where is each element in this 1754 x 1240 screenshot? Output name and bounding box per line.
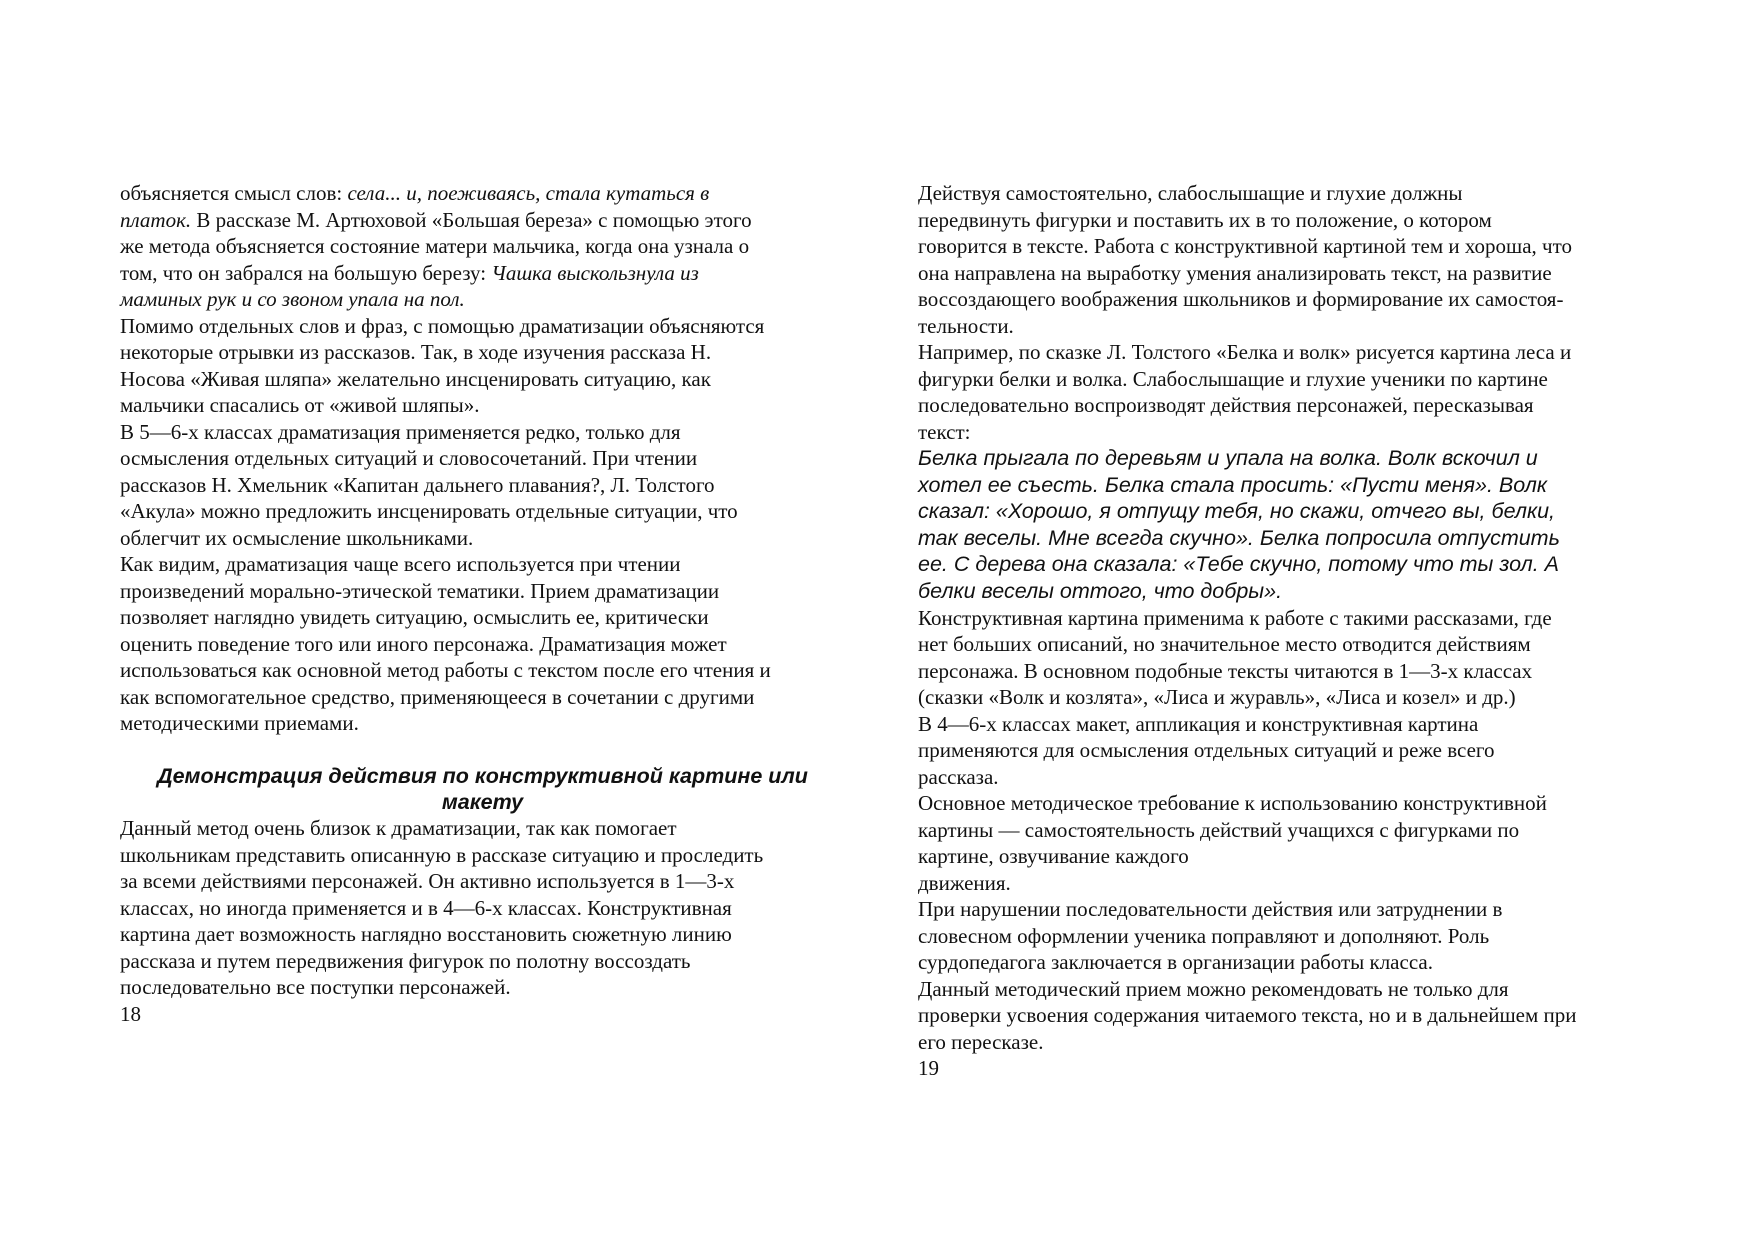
text-line: мальчики спасались от «живой шляпы».: [120, 393, 480, 417]
text-line: методическими приемами.: [120, 711, 359, 735]
text-line: Данный метод очень близок к драматизации, так как помогает: [120, 816, 677, 840]
text-line: Как видим, драматизация чаще всего используется при чтении: [120, 552, 681, 576]
text-line: как вспомогательное средство, применяющееся в сочетании с другими: [120, 684, 755, 709]
text-line: Помимо отдельных слов и фраз, с помощью драматизации объясняются: [120, 313, 765, 338]
text-line: за всеми действиями персонажей. Он активно используется в 1—3-х: [120, 869, 735, 893]
page-number: 19: [918, 1056, 939, 1081]
text-line: осмысления отдельных ситуаций и словосочетаний. При чтении: [120, 446, 698, 470]
text-line: последовательно воспроизводят действия персонажей, пересказывая: [918, 393, 1534, 417]
quoted-text-line: так веселы. Мне всегда скучно». Белка попросила отпустить: [918, 525, 1560, 550]
text-line: В 4—6-х классах макет, аппликация и конструктивная картина: [918, 711, 1479, 736]
section-heading: макету: [441, 790, 524, 814]
section-heading: Демонстрация действия по конструктивной картине или: [157, 764, 808, 788]
text-line: Данный методический прием можно рекомендовать не только для: [918, 976, 1509, 1001]
text-line: некоторые отрывки из рассказов. Так, в ходе изучения рассказа Н.: [120, 340, 712, 364]
text-line: последовательно все поступки персонажей.: [120, 975, 511, 999]
text-line: его пересказе.: [918, 1029, 1044, 1054]
text-line: движения.: [918, 870, 1011, 895]
text-line: [120, 207, 845, 234]
text-run: объясняется смысл слов:: [120, 181, 348, 205]
quoted-text-line: сказал: «Хорошо, я отпущу тебя, но скажи, отчего вы, белки,: [918, 499, 1556, 524]
text-line: школьникам представить описанную в рассказе ситуацию и проследить: [120, 842, 764, 867]
italic-example: села... и, поеживаясь, стала кутаться в: [347, 181, 710, 205]
text-line: словесном оформлении ученика поправляют и дополняют. Роль: [918, 923, 1490, 948]
text-line: При нарушении последовательности действия или затруднении в: [918, 897, 1503, 922]
text-line: Действуя самостоятельно, слабослышащие и глухие должны: [918, 181, 1463, 205]
text-line: воссоздающего воображения школьников и формирование их самостоя-: [918, 287, 1564, 311]
page-number: 18: [120, 1001, 141, 1026]
text-line: произведений морально-этической тематики. Прием драматизации: [120, 578, 720, 603]
text-line: передвинуть фигурки и поставить их в то положение, о котором: [918, 207, 1492, 232]
quoted-text-line: ее. С дерева она сказала: «Тебе скучно, потому что ты зол. А: [918, 552, 1559, 577]
italic-example: маминых рук и со звоном упала на пол.: [120, 287, 465, 311]
text-line: В 5—6-х классах драматизация применяется редко, только для: [120, 419, 681, 444]
text-run: В рассказе М. Артюховой «Большая береза» с помощью этого: [191, 207, 752, 232]
text-line: проверки усвоения содержания читаемого текста, но и в дальнейшем при: [918, 1003, 1577, 1028]
text-line: картины — самостоятельность действий учащихся с фигурками по: [918, 817, 1520, 842]
text-line: [120, 286, 845, 313]
text-line: позволяет наглядно увидеть ситуацию, осмыслить ее, критически: [120, 605, 709, 629]
text-line: Например, по сказке Л. Толстого «Белка и волк» рисуется картина леса и: [918, 340, 1572, 364]
text-line: нет больших описаний, но значительное место отводится действиям: [918, 632, 1531, 657]
text-line: оценить поведение того или иного персонажа. Драматизация может: [120, 631, 727, 656]
text-line: тельности.: [918, 313, 1014, 338]
text-line: персонажа. В основном подобные тексты читаются в 1—3-х классах: [918, 658, 1533, 683]
text-line: [120, 180, 845, 207]
text-line: применяются для осмысления отдельных ситуаций и реже всего: [918, 738, 1495, 763]
text-line: (сказки «Волк и козлята», «Лиса и журавль», «Лиса и козел» и др.): [918, 685, 1516, 710]
quoted-text-line: хотел ее съесть. Белка стала просить: «Пусти меня». Волк: [918, 472, 1548, 497]
text-line: облегчит их осмысление школьниками.: [120, 525, 474, 550]
text-line: фигурки белки и волка. Слабослышащие и глухие ученики по картине: [918, 366, 1548, 391]
text-line: сурдопедагога заключается в организации работы класса.: [918, 950, 1433, 975]
text-line: Основное методическое требование к использованию конструктивной: [918, 791, 1547, 816]
text-line: текст:: [918, 419, 971, 444]
text-run: том, что он забрался на большую березу:: [120, 260, 492, 285]
text-line: использоваться как основной метод работы с текстом после его чтения и: [120, 658, 771, 682]
text-line: она направлена на выработку умения анализировать текст, на развитие: [918, 260, 1552, 285]
text-line: «Акула» можно предложить инсценировать отдельные ситуации, что: [120, 499, 738, 523]
right-page-text: [918, 180, 1653, 1082]
text-line: рассказа и путем передвижения фигурок по полотну воссоздать: [120, 948, 691, 973]
quoted-text-line: белки веселы оттого, что добры».: [918, 578, 1283, 603]
text-line: Конструктивная картина применима к работе с такими рассказами, где: [918, 605, 1552, 630]
text-line: классах, но иногда применяется и в 4—6-х классах. Конструктивная: [120, 895, 732, 920]
left-page-text: [120, 180, 845, 1027]
text-line: картина дает возможность наглядно восстановить сюжетную линию: [120, 922, 732, 946]
blank-line: [120, 737, 845, 764]
text-line: рассказа.: [918, 764, 999, 789]
text-line: рассказов Н. Хмельник «Капитан дальнего плавания?, Л. Толстого: [120, 472, 715, 497]
italic-example: платок.: [120, 207, 192, 232]
text-line: говорится в тексте. Работа с конструктивной картиной тем и хороша, что: [918, 234, 1572, 258]
italic-example: Чашка выскользнула из: [491, 260, 699, 285]
text-line: [120, 260, 845, 287]
text-line: Носова «Живая шляпа» желательно инсценировать ситуацию, как: [120, 366, 711, 391]
quoted-text-line: Белка прыгала по деревьям и упала на волка. Волк вскочил и: [918, 446, 1538, 470]
text-line: картине, озвучивание каждого: [918, 844, 1189, 869]
text-line: же метода объясняется состояние матери мальчика, когда она узнала о: [120, 234, 750, 258]
